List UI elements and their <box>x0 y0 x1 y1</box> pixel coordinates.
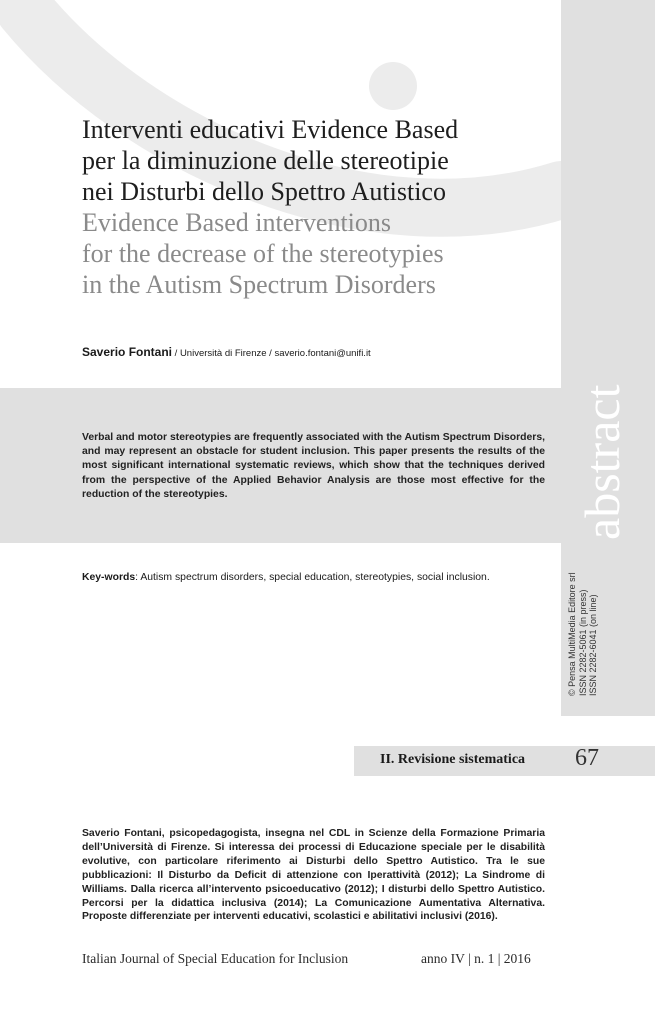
author-affiliation: / Università di Firenze / saverio.fontani@unifi.it <box>172 348 371 359</box>
author-bio: Saverio Fontani, psicopedagogista, insegna nel CDL in Scienze della Formazione Primaria dell’Università di Firenze. Si interessa dei processi di Educazione speciale per le disabilità evolutive, con particolare riferimento ai Disturbi dello Spettro Autistico. Tra le sue pubblicazioni: Il Disturbo da Deficit di attenzione con Iperattività (2012); La Sindrome di Williams. Dalla ricerca all’intervento psicoeducativo (2012); I disturbi dello Spettro Autistico. Percorsi per la didattica inclusiva (2014); La Comunicazione Aumentativa Alternativa. Proposte differenziate per interventi educativi, scolastici e abilitativi inclusivi (2016). <box>82 828 545 923</box>
publisher-copyright: © Pensa MultiMedia Editore srl <box>567 572 577 696</box>
english-title-line: for the decrease of the stereotypies <box>82 239 444 268</box>
issn-press: ISSN 2282-5061 (in press) <box>577 589 588 696</box>
italian-title-line: Interventi educativi Evidence Based <box>82 115 459 144</box>
author-line <box>82 345 371 359</box>
abstract-label: abstract <box>574 384 630 540</box>
english-title <box>82 207 552 300</box>
footer-journal-name: Italian Journal of Special Education for Inclusion <box>82 951 349 966</box>
keywords-label: Key-words <box>82 572 136 583</box>
article-title <box>82 114 552 300</box>
abstract-text: Verbal and motor stereotypies are frequently associated with the Autism Spectrum Disorders, and may represent an obstacle for student inclusion. This paper presents the results of the most significant international systematic reviews, which show that the techniques derived from the perspective of the Applied Behavior Analysis are those most effective for the reduction of the stereotypies. <box>82 432 545 500</box>
issn-online: ISSN 2282-6041 (on line) <box>588 594 598 696</box>
italian-title-line: nei Disturbi dello Spettro Autistico <box>82 177 446 206</box>
publisher-info <box>567 572 599 696</box>
italian-title <box>82 114 552 207</box>
footer-issue: anno IV | n. 1 | 2016 <box>421 951 531 966</box>
author-name: Saverio Fontani <box>82 345 173 359</box>
english-title-line: Evidence Based interventions <box>82 208 392 237</box>
section-title: II. Revisione sistematica <box>380 752 526 767</box>
page-number: 67 <box>575 745 599 771</box>
keywords-text: : Autism spectrum disorders, special education, stereotypies, social inclusion. <box>135 572 490 583</box>
keywords-line <box>82 572 552 583</box>
english-title-line: in the Autism Spectrum Disorders <box>82 270 436 299</box>
italian-title-line: per la diminuzione delle stereotipie <box>82 146 449 175</box>
